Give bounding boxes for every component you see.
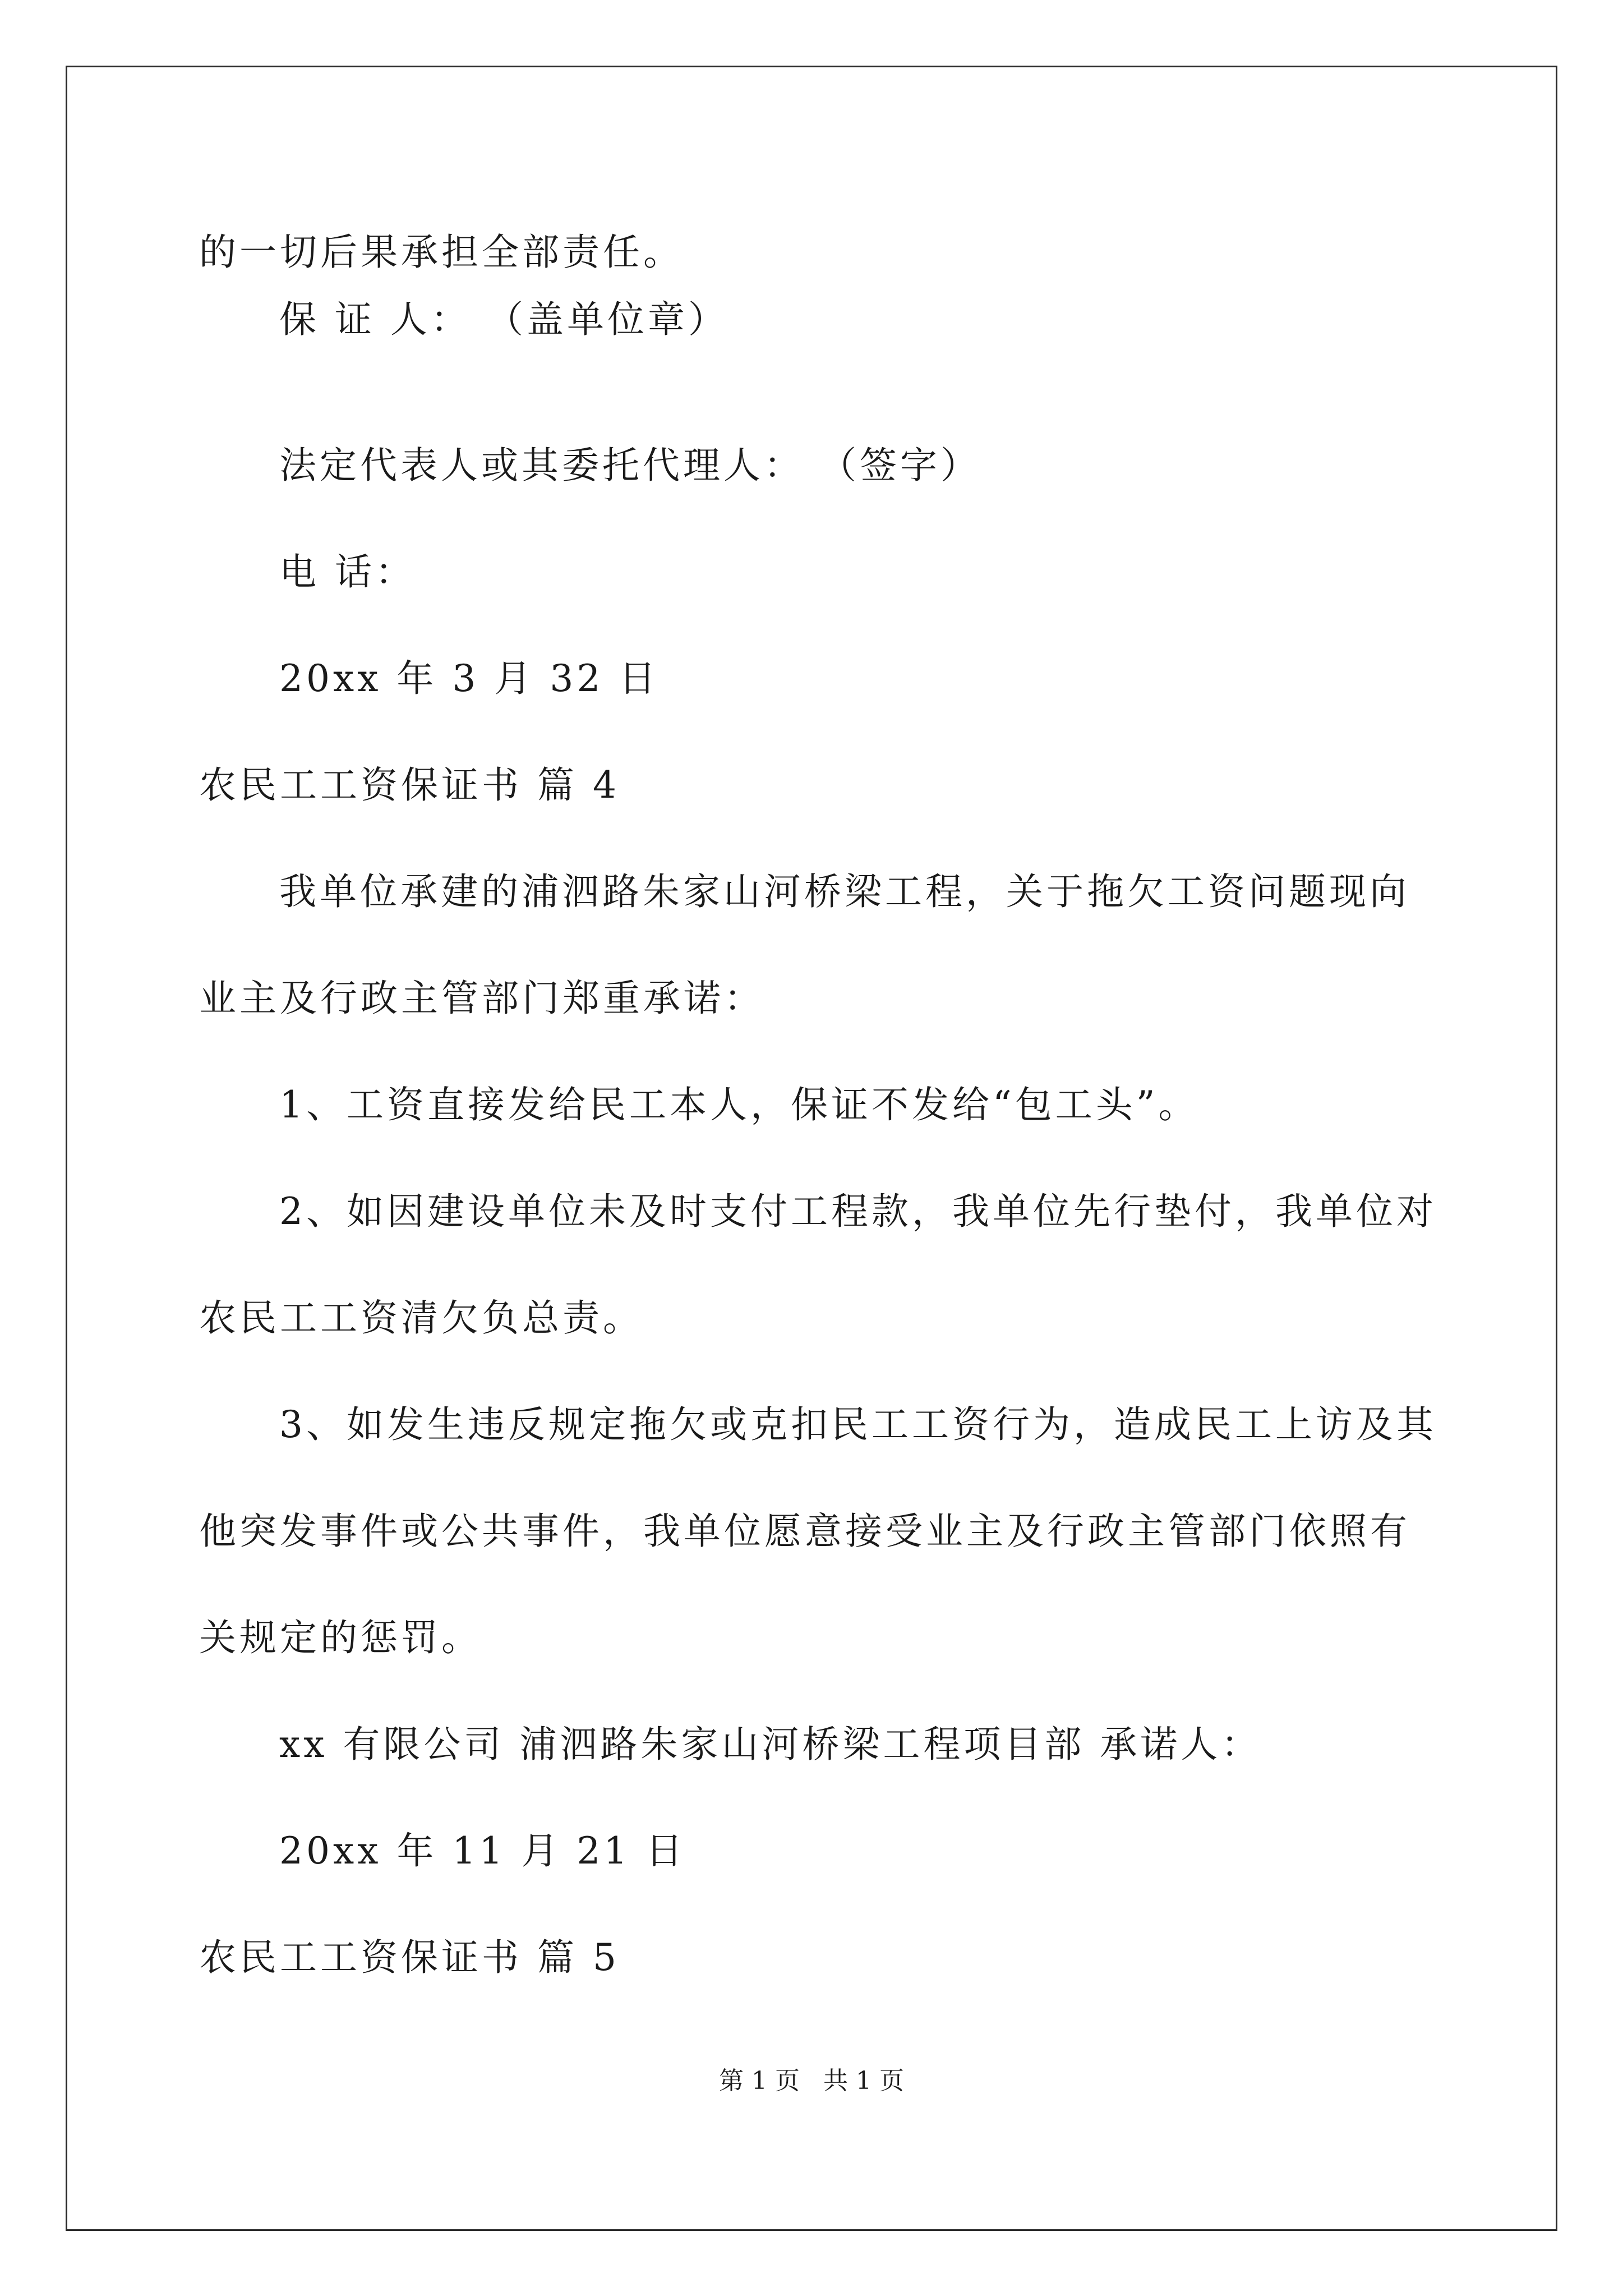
- list-item: 2、如因建设单位未及时支付工程款，我单位先行垫付，我单位对: [279, 1190, 1437, 1233]
- phone-line: 电 话：: [279, 550, 416, 593]
- list-item: 3、如发生违反规定拖欠或克扣民工工资行为，造成民工上访及其: [279, 1403, 1437, 1446]
- signature-line: xx 有限公司 浦泗路朱家山河桥梁工程项目部 承诺人：: [279, 1723, 1262, 1766]
- section-heading: 农民工工资保证书 篇 5: [199, 1936, 620, 1979]
- guarantor-line: 保 证 人： （盖单位章）: [279, 298, 728, 341]
- list-item: 1、工资直接发给民工本人，保证不发给“包工头”。: [279, 1083, 1199, 1126]
- paragraph-line: 关规定的惩罚。: [199, 1616, 482, 1659]
- paragraph-line: 他突发事件或公共事件，我单位愿意接受业主及行政主管部门依照有: [199, 1510, 1410, 1553]
- paragraph-line: 我单位承建的浦泗路朱家山河桥梁工程，关于拖欠工资问题现向: [279, 870, 1410, 913]
- legal-rep-line: 法定代表人或其委托代理人： （签字）: [279, 444, 981, 487]
- date-line: 20xx 年 11 月 21 日: [279, 1829, 686, 1872]
- section-heading: 农民工工资保证书 篇 4: [199, 763, 620, 807]
- paragraph-line: 业主及行政主管部门郑重承诺：: [199, 977, 764, 1020]
- page-border: [66, 66, 1557, 2231]
- date-line: 20xx 年 3 月 32 日: [279, 657, 660, 700]
- page-footer: 第 1 页 共 1 页: [719, 2067, 904, 2095]
- paragraph-line: 农民工工资清欠负总责。: [199, 1296, 643, 1340]
- paragraph-line: 的一切后果承担全部责任。: [199, 231, 684, 274]
